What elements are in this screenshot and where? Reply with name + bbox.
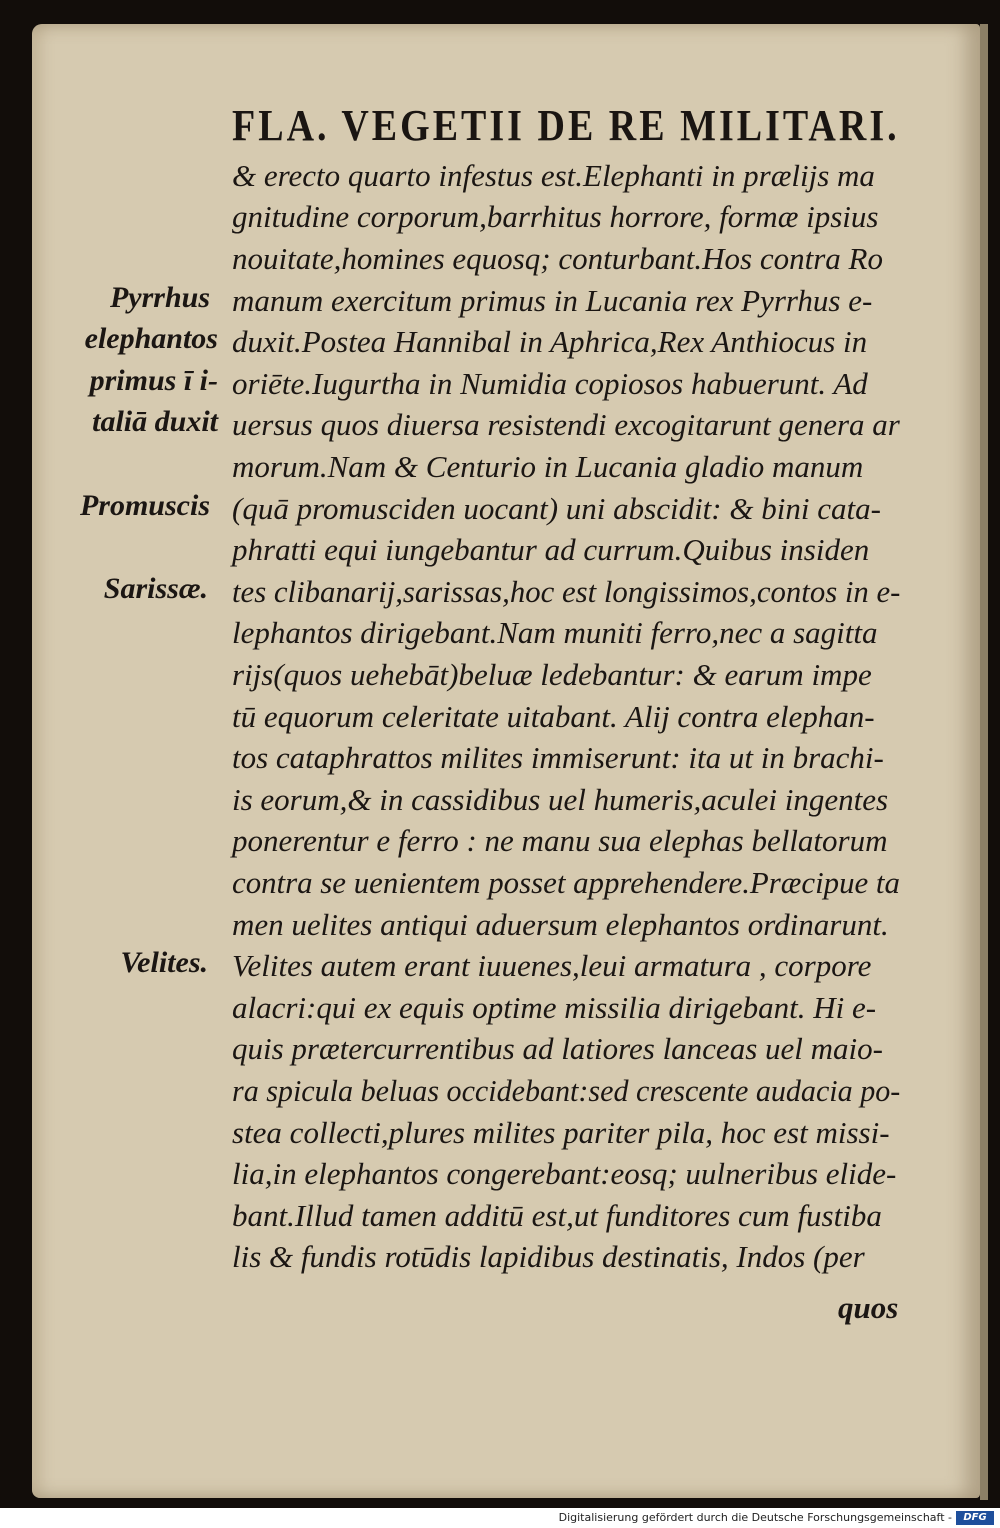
body-line: morum.Nam & Centurio in Lucania gladio manum <box>232 449 864 484</box>
body-line: lis & fundis rotūdis lapidibus destinatis, Indos (per <box>232 1239 865 1274</box>
body-line: alacri:qui ex equis optime missilia dirigebant. Hi e- <box>232 990 877 1025</box>
margin-note: taliā duxit <box>92 405 218 438</box>
body-line: manum exercitum primus in Lucania rex Pyrrhus e- <box>232 283 873 318</box>
dfg-logo-icon: DFG <box>956 1511 994 1525</box>
body-line: tes clibanarij,sarissas,hoc est longissimos,contos in e- <box>232 574 901 609</box>
margin-note: primus ī i- <box>89 364 218 397</box>
body-line: (quā promusciden uocant) uni abscidit: & bini cata- <box>232 491 881 526</box>
body-line: tū equorum celeritate uitabant. Alij contra elephan- <box>232 699 875 734</box>
body-line: duxit.Postea Hannibal in Aphrica,Rex Anthiocus in <box>232 324 868 359</box>
body-line: & erecto quarto infestus est.Elephanti in prælijs ma <box>232 158 875 193</box>
body-line: ra spicula beluas occidebant:sed crescente audacia po- <box>232 1073 901 1108</box>
margin-note: elephantos <box>84 322 218 355</box>
body-line: stea collecti,plures milites pariter pila, hoc est missi- <box>232 1115 890 1150</box>
body-line: quis prætercurrentibus ad latiores lanceas uel maio- <box>232 1031 883 1066</box>
body-line: nouitate,homines equosq; conturbant.Hos contra Ro <box>232 241 883 276</box>
body-line: rijs(quos uehebāt)beluæ ledebantur: & earum impe <box>232 657 872 692</box>
margin-note: Promuscis <box>79 489 210 522</box>
body-line: Velites autem erant iuuenes,leui armatura , corpore <box>232 948 872 983</box>
body-line: ponerentur e ferro : ne manu sua elephas bellatorum <box>232 823 888 858</box>
running-header: FLA. VEGETII DE RE MILITARI. <box>232 101 900 150</box>
body-line: gnitudine corporum,barrhitus horrore, formæ ipsius <box>232 199 879 234</box>
footer-bar <box>0 1508 1000 1528</box>
body-line: lia,in elephantos congerebant:eosq; uulneribus elide- <box>232 1156 897 1191</box>
body-line: tos cataphrattos milites immiserunt: ita ut in brachi- <box>232 740 884 775</box>
body-line: is eorum,& in cassidibus uel humeris,aculei ingentes <box>232 782 889 817</box>
body-line: oriēte.Iugurtha in Numidia copiosos habuerunt. Ad <box>232 366 868 401</box>
body-line: uersus quos diuersa resistendi excogitarunt genera ar <box>232 407 900 442</box>
body-line: phratti equi iungebantur ad currum.Quibus insiden <box>232 532 870 567</box>
margin-note: Pyrrhus <box>109 281 210 314</box>
body-line: men uelites antiqui aduersum elephantos ordinarunt. <box>232 907 889 942</box>
footer-credit: Digitalisierung gefördert durch die Deutsche Forschungsgemeinschaft - <box>558 1511 952 1524</box>
margin-note: Sarissæ. <box>103 572 208 605</box>
body-line: bant.Illud tamen additū est,ut funditores cum fustiba <box>232 1198 882 1233</box>
body-line: lephantos dirigebant.Nam muniti ferro,nec a sagitta <box>232 615 878 650</box>
margin-note: Velites. <box>120 946 208 979</box>
body-line: contra se uenientem posset apprehendere.Præcipue ta <box>232 865 900 900</box>
catchword: quos <box>838 1290 899 1325</box>
page-edge <box>980 24 988 1500</box>
